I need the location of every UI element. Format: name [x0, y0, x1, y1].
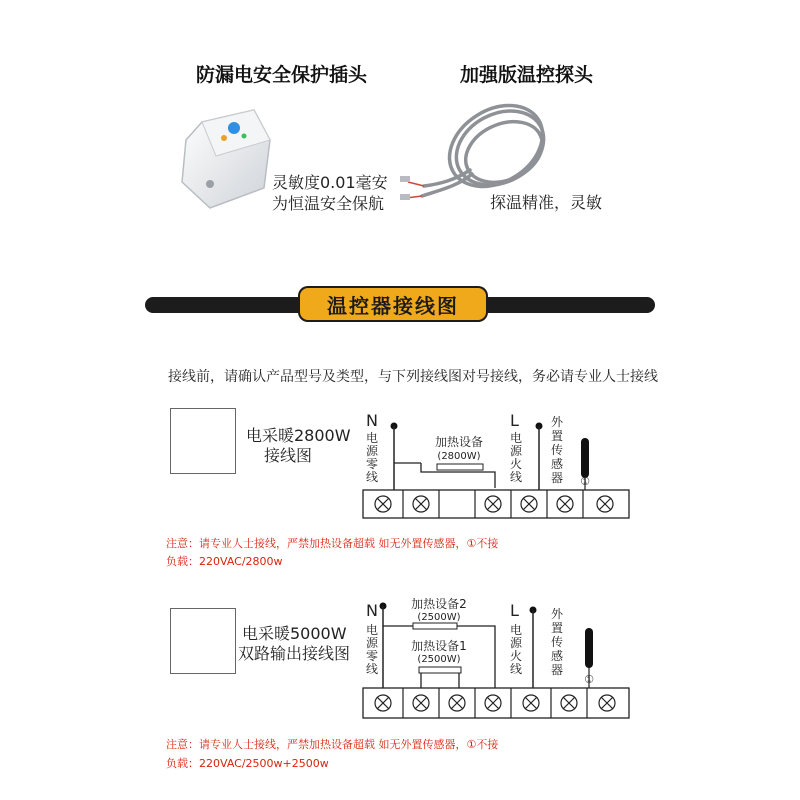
diagram-1-l-label-0: 电 — [510, 431, 523, 445]
diagram-1-n-mark: N — [366, 411, 378, 430]
product-2-title: 加强版温控探头 — [460, 64, 594, 86]
diagram-2-sensor-terminal-mark: ① — [584, 673, 594, 686]
diagram-2-l-label-1: 源 — [510, 636, 523, 650]
banner-title: 温控器接线图 — [327, 293, 459, 318]
wiring-diagram-2 — [355, 594, 635, 722]
diagram-1-device-power: (2800W) — [437, 451, 481, 462]
diagram-2-device-2-power: (2500W) — [417, 612, 461, 623]
diagram-2-terminal-3 — [449, 695, 465, 711]
diagram-1-terminal-1 — [375, 496, 391, 512]
diagram-1-l-mark: L — [510, 411, 519, 430]
diagram-2-n-mark: N — [366, 601, 378, 620]
wiring-diagram-1 — [355, 410, 635, 522]
diagram-2-l-label-0: 电 — [510, 623, 523, 637]
diagram-2-device-1-name: 加热设备1 — [411, 639, 467, 653]
diagram-2-terminal-7 — [599, 695, 615, 711]
diagram-2-title-line-1: 电采暖5000W — [242, 624, 347, 643]
diagram-2-terminal-5 — [523, 695, 539, 711]
diagram-2-qr-box — [170, 608, 236, 674]
diagram-2-resistor-1 — [419, 667, 461, 673]
diagram-1-qr-box — [170, 408, 236, 474]
banner — [298, 286, 488, 322]
diagram-2-n-label-3: 线 — [366, 662, 379, 676]
diagram-2-sensor-label-4: 器 — [551, 663, 564, 677]
diagram-2-device-2-name: 加热设备2 — [411, 597, 467, 611]
diagram-2-n-label-1: 源 — [366, 636, 379, 650]
diagram-2-note: 注意：请专业人士接线，严禁加热设备超载 如无外置传感器，①不接 — [166, 738, 499, 751]
diagram-2-title-line-2: 双路输出接线图 — [238, 644, 351, 663]
diagram-2-sensor-label-2: 传 — [551, 635, 564, 649]
diagram-2-resistor-2 — [413, 623, 457, 629]
diagram-1-sensor-label-0: 外 — [551, 415, 564, 429]
diagram-1-title — [246, 426, 351, 466]
diagram-1-l-label-1: 源 — [510, 444, 523, 458]
diagram-1-sensor-label-1: 置 — [551, 429, 564, 443]
diagram-1-sensor-label-3: 感 — [551, 457, 564, 471]
diagram-1-note: 注意：请专业人士接线，严禁加热设备超载 如无外置传感器，①不接 — [166, 537, 499, 550]
diagram-1-load: 负载：220VAC/2800w — [166, 555, 283, 568]
diagram-2-load: 负载：220VAC/2500w+2500w — [166, 757, 329, 770]
diagram-1-sensor-terminal-mark: ① — [580, 475, 590, 488]
diagram-1-resistor — [437, 464, 483, 470]
diagram-1-title-line-2: 接线图 — [264, 446, 313, 465]
wiring-instruction: 接线前，请确认产品型号及类型，与下列接线图对号接线，务必请专业人士接线 — [168, 369, 658, 385]
diagram-2-l-mark: L — [510, 601, 519, 620]
diagram-2-device-1-power: (2500W) — [417, 654, 461, 665]
product-1-title: 防漏电安全保护插头 — [196, 64, 368, 86]
diagram-2-terminal-4 — [485, 695, 501, 711]
diagram-1-device-name: 加热设备 — [434, 435, 484, 449]
diagram-1-title-line-1: 电采暖2800W — [246, 426, 351, 445]
diagram-2-sensor-label-0: 外 — [551, 607, 564, 621]
diagram-2-title — [238, 624, 350, 664]
diagram-1-l-label-3: 线 — [510, 470, 523, 484]
product-1-caption — [272, 172, 388, 214]
diagram-2-terminal-6 — [561, 695, 577, 711]
diagram-2-sensor-label-1: 置 — [551, 621, 564, 635]
diagram-2-terminal-2 — [413, 695, 429, 711]
diagram-1-n-label-0: 电 — [366, 431, 379, 445]
diagram-2-n-label-2: 零 — [366, 649, 379, 663]
diagram-1-sensor-label-4: 器 — [551, 471, 564, 485]
product-2-caption: 探温精准，灵敏 — [490, 193, 603, 212]
diagram-2-sensor-probe — [585, 628, 593, 668]
diagram-1-n-label-3: 线 — [366, 470, 379, 484]
diagram-2-sensor-label-3: 感 — [551, 649, 564, 663]
diagram-2-l-label-2: 火 — [510, 649, 523, 663]
diagram-1-terminal-3 — [485, 496, 501, 512]
diagram-2-terminal-1 — [375, 695, 391, 711]
leakage-plug-image — [172, 100, 282, 220]
product-1-caption-line-1: 灵敏度0.01毫安 — [272, 173, 388, 192]
diagram-1-terminal-5 — [557, 496, 573, 512]
diagram-1-l-label-2: 火 — [510, 457, 523, 471]
product-1-caption-line-2: 为恒温安全保航 — [272, 194, 385, 213]
diagram-1-terminal-2 — [413, 496, 429, 512]
diagram-1-sensor-label-2: 传 — [551, 443, 564, 457]
diagram-1-n-label-1: 源 — [366, 444, 379, 458]
diagram-2-n-label-0: 电 — [366, 623, 379, 637]
diagram-2-l-label-3: 线 — [510, 662, 523, 676]
diagram-1-sensor-probe — [581, 438, 589, 478]
diagram-1-terminal-6 — [597, 496, 613, 512]
diagram-1-n-label-2: 零 — [366, 457, 379, 471]
diagram-1-terminal-4 — [521, 496, 537, 512]
